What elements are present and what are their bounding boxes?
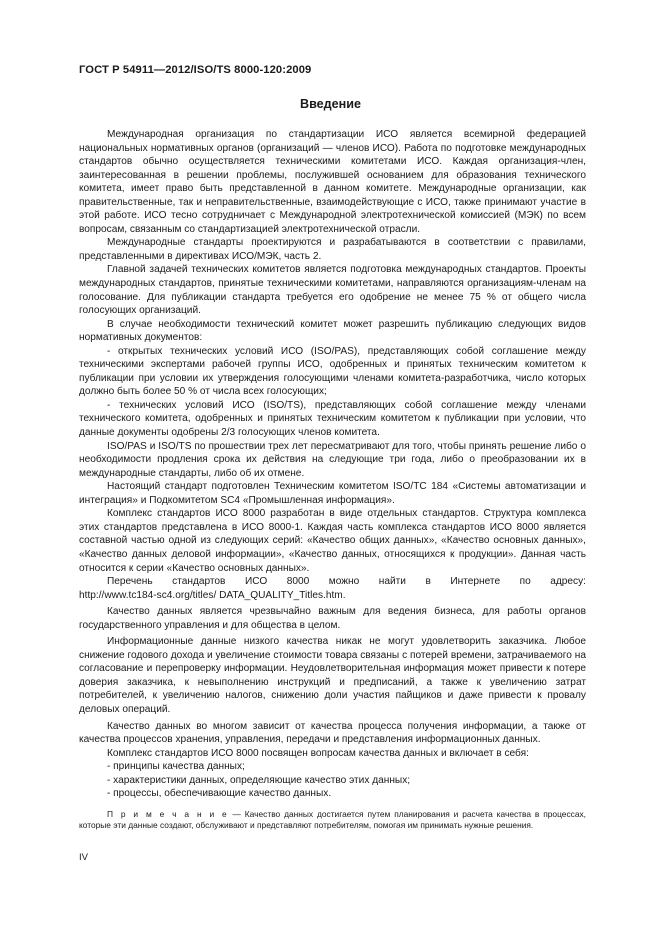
note <box>79 809 586 832</box>
list-item: - характеристики данных, определяющие качество этих данных; <box>107 774 411 786</box>
list-item: - процессы, обеспечивающие качество данных. <box>107 788 332 800</box>
paragraph: Главной задачей технических комитетов является подготовка международных стандартов. Проекты международных стандартов, принятые техническими комитетами, направляются организациям-членам на голосование. Для публикации стандарта требуется его одобрение не менее 75 % от общего числа голосующих организаций. <box>79 264 586 317</box>
list-item: - технических условий ИСО (ISO/TS), представляющих собой соглашение между членами технического комитета, одобренных и принятых техническим комитетом к публикации при условии, что данные документы одобрены 2/3 голосующих членов комитета. <box>79 399 586 439</box>
paragraph: Качество данных во многом зависит от качества процесса получения информации, а также от качества процессов хранения, управления, передачи и представления информационных данных. <box>79 720 586 746</box>
paragraph: Международные стандарты проектируются и разрабатываются в соответствии с правилами, представленными в директивах ИСО/МЭК, часть 2. <box>79 237 586 262</box>
paragraph: Информационные данные низкого качества никак не могут удовлетворить заказчика. Любое снижение годового дохода и увеличение стоимости товара связаны с потерей времени, затрачиваемого на согласование и перепроверку информации. Неудовлетворительная информация может привести к потере доверия заказчика, к невыполнению инструкций и предписаний, а также к увеличению затрат потребителей, к увеличению налогов, снижению доли участия пайщиков и даже привести к провалу деловых операций. <box>79 636 586 715</box>
standard-code-header: ГОСТ Р 54911—2012/ISO/TS 8000-120:2009 <box>79 64 312 76</box>
paragraph: Международная организация по стандартизации ИСО является всемирной федерацией национальных нормативных органов (организаций — членов ИСО). Работа по подготовке международных стандартов обычно осуществляется техническими комитетами ИСО. Каждая организация-член, заинтересованная в решении проблемы, послужившей основанием для образования технического комитета, имеет право быть представленной в данном комитете. Международные организации, как правительственные, так и неправительственные, взаимодействующие с ИСО, также принимают участие в этой работе. ИСО тесно сотрудничает с Международной электротехнической комиссией (МЭК) по всем вопросам, связанным со стандартизацией электротехнической отрасли. <box>79 129 586 235</box>
page-number: IV <box>79 852 88 863</box>
note-label: П р и м е ч а н и е <box>107 808 229 819</box>
section-title: Введение <box>299 97 362 111</box>
body-text <box>79 128 586 832</box>
paragraph: В случае необходимости технический комитет может разрешить публикацию следующих видов нормативных документов: <box>79 318 586 344</box>
list-item: - принципы качества данных; <box>107 761 245 773</box>
paragraph: ISO/PAS и ISO/TS по прошествии трех лет пересматривают для того, чтобы принять решение либо о необходимости продления срока их действия на следующие три года, либо о преобразовании их в международные стандарты, либо об их отмене. <box>79 440 586 479</box>
paragraph: Качество данных является чрезвычайно важным для ведения бизнеса, для работы органов государственного управления и для общества в целом. <box>79 606 586 631</box>
note-text: — Качество данных достигается путем планирования и расчета качества в процессах, которые эти данные создают, обслуживают и представляют потребителям, помогая им принимать нужные решения. <box>79 808 586 831</box>
standards-list-link[interactable]: http://www.tc184-sc4.org/titles/ DATA_QUALITY_Titles.htm. <box>79 589 346 601</box>
paragraph: Комплекс стандартов ИСО 8000 разработан в виде отдельных стандартов. Структура комплекса этих стандартов представлена в ИСО 8000-1. Каждая часть комплекса стандартов ИСО 8000 является составной частью одной из следующих серий: «Качество общих данных», «Качество основных данных», «Качество данных деловой информации», «Качество данных, относящихся к продукции». Данная часть относится к серии «Качество основных данных». <box>79 508 586 574</box>
list-item: - открытых технических условий ИСО (ISO/PAS), представляющих собой соглашение между техническими экспертами рабочей группы ИСО, одобренных и принятых техническим комитетом к публикации при условии их утверждения голосующими членами комитета-разработчика, число которых должно быть более 50 % от числа всех голосующих; <box>79 345 586 398</box>
url-paragraph: Перечень стандартов ИСО 8000 можно найти в Интернете по адресу: <box>107 576 586 588</box>
paragraph: Настоящий стандарт подготовлен Техническим комитетом ISO/TC 184 «Системы автоматизации и интеграция» и Подкомитетом SC4 «Промышленная информация». <box>79 481 586 506</box>
paragraph: Комплекс стандартов ИСО 8000 посвящен вопросам качества данных и включает в себя: <box>107 747 529 759</box>
